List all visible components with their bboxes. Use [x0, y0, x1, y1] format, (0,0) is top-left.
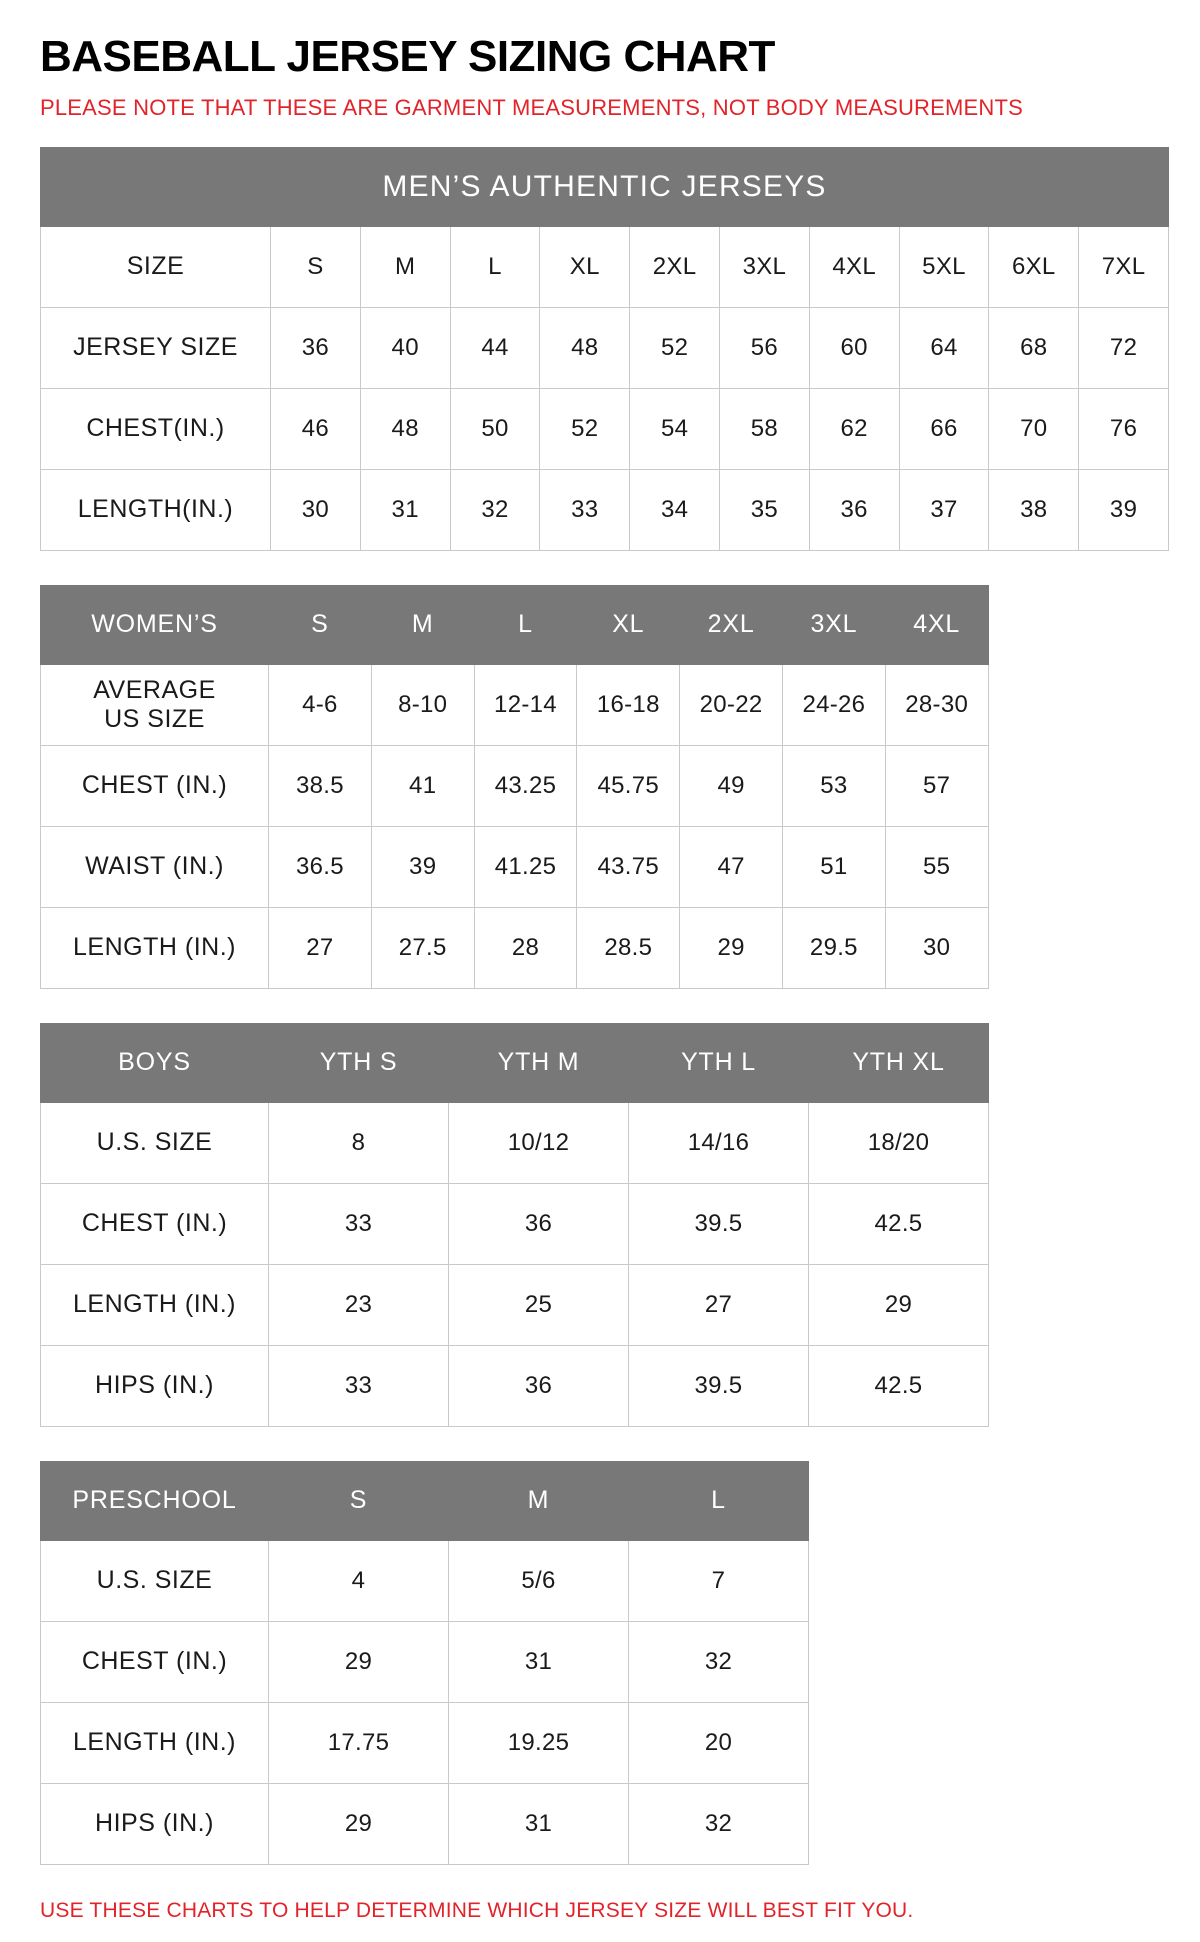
- table-cell: 54: [630, 388, 720, 469]
- table-cell: 41: [371, 745, 474, 826]
- table-cell: 28-30: [885, 664, 988, 745]
- column-header-6xl: 6XL: [989, 226, 1079, 307]
- table-cell: 14/16: [629, 1102, 809, 1183]
- table-cell: 64: [899, 307, 989, 388]
- table-cell: 12-14: [474, 664, 577, 745]
- column-header-l: L: [450, 226, 540, 307]
- table-cell: 32: [629, 1621, 809, 1702]
- row-label-us-size: U.S. SIZE: [41, 1102, 269, 1183]
- column-header-yth-m: YTH M: [449, 1023, 629, 1102]
- table-cell: 53: [782, 745, 885, 826]
- table-cell: 5/6: [449, 1540, 629, 1621]
- column-header-2xl: 2XL: [630, 226, 720, 307]
- table-cell: 10/12: [449, 1102, 629, 1183]
- column-header-boys: BOYS: [41, 1023, 269, 1102]
- column-header-7xl: 7XL: [1079, 226, 1169, 307]
- table-cell: 31: [449, 1783, 629, 1864]
- table-cell: 19.25: [449, 1702, 629, 1783]
- column-header-s: S: [269, 1461, 449, 1540]
- table-cell: 33: [269, 1345, 449, 1426]
- column-header-preschool: PRESCHOOL: [41, 1461, 269, 1540]
- table-cell: 58: [719, 388, 809, 469]
- table-cell: 29: [269, 1783, 449, 1864]
- column-header-m: M: [371, 585, 474, 664]
- preschool-sizing-table: [40, 1461, 809, 1865]
- table-cell: 68: [989, 307, 1079, 388]
- row-label-jersey-size: JERSEY SIZE: [41, 307, 271, 388]
- column-header-s: S: [271, 226, 361, 307]
- table-header-row: [41, 1461, 809, 1540]
- table-cell: 29.5: [782, 907, 885, 988]
- table-row: [41, 1702, 809, 1783]
- table-cell: 8-10: [371, 664, 474, 745]
- table-cell: 47: [680, 826, 783, 907]
- table-row: [41, 469, 1169, 550]
- table-header-row: [41, 585, 989, 664]
- table-cell: 17.75: [269, 1702, 449, 1783]
- table-cell: 4-6: [269, 664, 372, 745]
- table-cell: 36: [449, 1345, 629, 1426]
- table-banner-row: [41, 147, 1169, 226]
- row-label-chest: CHEST (IN.): [41, 1183, 269, 1264]
- table-row: [41, 664, 989, 745]
- table-cell: 43.75: [577, 826, 680, 907]
- page-subtitle: PLEASE NOTE THAT THESE ARE GARMENT MEASUREMENTS, NOT BODY MEASUREMENTS: [40, 95, 1024, 121]
- table-cell: 57: [885, 745, 988, 826]
- table-cell: 56: [719, 307, 809, 388]
- table-cell: 39: [1079, 469, 1169, 550]
- column-header-yth-xl: YTH XL: [809, 1023, 989, 1102]
- table-cell: 35: [719, 469, 809, 550]
- table-cell: 49: [680, 745, 783, 826]
- table-row: [41, 388, 1169, 469]
- page-title: BASEBALL JERSEY SIZING CHART: [40, 32, 775, 81]
- table-cell: 36: [271, 307, 361, 388]
- row-label-length: LENGTH (IN.): [41, 1264, 269, 1345]
- table-cell: 27: [269, 907, 372, 988]
- table-cell: 31: [449, 1621, 629, 1702]
- table-row: [41, 907, 989, 988]
- column-header-m: M: [360, 226, 450, 307]
- table-cell: 42.5: [809, 1183, 989, 1264]
- table-cell: 32: [629, 1783, 809, 1864]
- footer-note: USE THESE CHARTS TO HELP DETERMINE WHICH JERSEY SIZE WILL BEST FIT YOU.: [40, 1898, 914, 1922]
- table-cell: 33: [269, 1183, 449, 1264]
- table-cell: 70: [989, 388, 1079, 469]
- table-row: [41, 826, 989, 907]
- table-cell: 46: [271, 388, 361, 469]
- column-header-womens: WOMEN’S: [41, 585, 269, 664]
- table-row: [41, 1183, 989, 1264]
- row-label-hips: HIPS (IN.): [41, 1783, 269, 1864]
- table-header-row: [41, 1023, 989, 1102]
- table-row: [41, 307, 1169, 388]
- boys-sizing-table: [40, 1023, 989, 1427]
- table-row: [41, 1540, 809, 1621]
- table-cell: 38.5: [269, 745, 372, 826]
- column-header-4xl: 4XL: [809, 226, 899, 307]
- table-cell: 52: [630, 307, 720, 388]
- table-cell: 32: [450, 469, 540, 550]
- table-cell: 36: [449, 1183, 629, 1264]
- column-header-3xl: 3XL: [719, 226, 809, 307]
- row-label-chest: CHEST(IN.): [41, 388, 271, 469]
- table-cell: 29: [809, 1264, 989, 1345]
- table-cell: 24-26: [782, 664, 885, 745]
- row-label-length: LENGTH (IN.): [41, 1702, 269, 1783]
- column-header-3xl: 3XL: [782, 585, 885, 664]
- table-cell: 29: [680, 907, 783, 988]
- column-header-2xl: 2XL: [680, 585, 783, 664]
- table-cell: 55: [885, 826, 988, 907]
- row-label-line1: AVERAGE: [93, 676, 216, 705]
- row-label-chest: CHEST (IN.): [41, 1621, 269, 1702]
- column-header-m: M: [449, 1461, 629, 1540]
- table-header-row: [41, 226, 1169, 307]
- row-label-length: LENGTH (IN.): [41, 907, 269, 988]
- womens-sizing-table: [40, 585, 989, 989]
- row-label-chest: CHEST (IN.): [41, 745, 269, 826]
- table-cell: 44: [450, 307, 540, 388]
- column-header-size: SIZE: [41, 226, 271, 307]
- row-label-hips: HIPS (IN.): [41, 1345, 269, 1426]
- column-header-5xl: 5XL: [899, 226, 989, 307]
- table-row: [41, 1264, 989, 1345]
- column-header-yth-s: YTH S: [269, 1023, 449, 1102]
- table-cell: 28: [474, 907, 577, 988]
- table-row: [41, 1345, 989, 1426]
- table-cell: 20-22: [680, 664, 783, 745]
- table-cell: 50: [450, 388, 540, 469]
- column-header-l: L: [629, 1461, 809, 1540]
- table-cell: 39.5: [629, 1183, 809, 1264]
- table-cell: 48: [360, 388, 450, 469]
- row-label-average-us-size: [41, 664, 269, 745]
- column-header-yth-l: YTH L: [629, 1023, 809, 1102]
- column-header-s: S: [269, 585, 372, 664]
- table-cell: 60: [809, 307, 899, 388]
- table-cell: 31: [360, 469, 450, 550]
- table-cell: 40: [360, 307, 450, 388]
- table-cell: 34: [630, 469, 720, 550]
- table-cell: 52: [540, 388, 630, 469]
- table-cell: 42.5: [809, 1345, 989, 1426]
- table-row: [41, 1621, 809, 1702]
- table-cell: 28.5: [577, 907, 680, 988]
- table-cell: 72: [1079, 307, 1169, 388]
- table-cell: 45.75: [577, 745, 680, 826]
- row-label-us-size: U.S. SIZE: [41, 1540, 269, 1621]
- mens-sizing-table: [40, 147, 1169, 551]
- table-cell: 51: [782, 826, 885, 907]
- table-cell: 30: [885, 907, 988, 988]
- table-cell: 7: [629, 1540, 809, 1621]
- table-cell: 39.5: [629, 1345, 809, 1426]
- table-cell: 43.25: [474, 745, 577, 826]
- table-cell: 36.5: [269, 826, 372, 907]
- table-cell: 27.5: [371, 907, 474, 988]
- row-label-length: LENGTH(IN.): [41, 469, 271, 550]
- column-header-xl: XL: [540, 226, 630, 307]
- row-label-waist: WAIST (IN.): [41, 826, 269, 907]
- table-row: [41, 1783, 809, 1864]
- table-cell: 36: [809, 469, 899, 550]
- table-cell: 27: [629, 1264, 809, 1345]
- mens-banner: MEN’S AUTHENTIC JERSEYS: [41, 147, 1169, 226]
- column-header-xl: XL: [577, 585, 680, 664]
- table-row: [41, 1102, 989, 1183]
- table-cell: 39: [371, 826, 474, 907]
- table-cell: 41.25: [474, 826, 577, 907]
- table-cell: 76: [1079, 388, 1169, 469]
- table-cell: 29: [269, 1621, 449, 1702]
- table-cell: 38: [989, 469, 1079, 550]
- table-cell: 48: [540, 307, 630, 388]
- table-cell: 16-18: [577, 664, 680, 745]
- table-row: [41, 745, 989, 826]
- table-cell: 25: [449, 1264, 629, 1345]
- table-cell: 37: [899, 469, 989, 550]
- table-cell: 23: [269, 1264, 449, 1345]
- table-cell: 20: [629, 1702, 809, 1783]
- table-cell: 62: [809, 388, 899, 469]
- table-cell: 18/20: [809, 1102, 989, 1183]
- table-cell: 33: [540, 469, 630, 550]
- table-cell: 30: [271, 469, 361, 550]
- table-cell: 4: [269, 1540, 449, 1621]
- row-label-line2: US SIZE: [104, 704, 205, 733]
- table-cell: 8: [269, 1102, 449, 1183]
- column-header-4xl: 4XL: [885, 585, 988, 664]
- column-header-l: L: [474, 585, 577, 664]
- table-cell: 66: [899, 388, 989, 469]
